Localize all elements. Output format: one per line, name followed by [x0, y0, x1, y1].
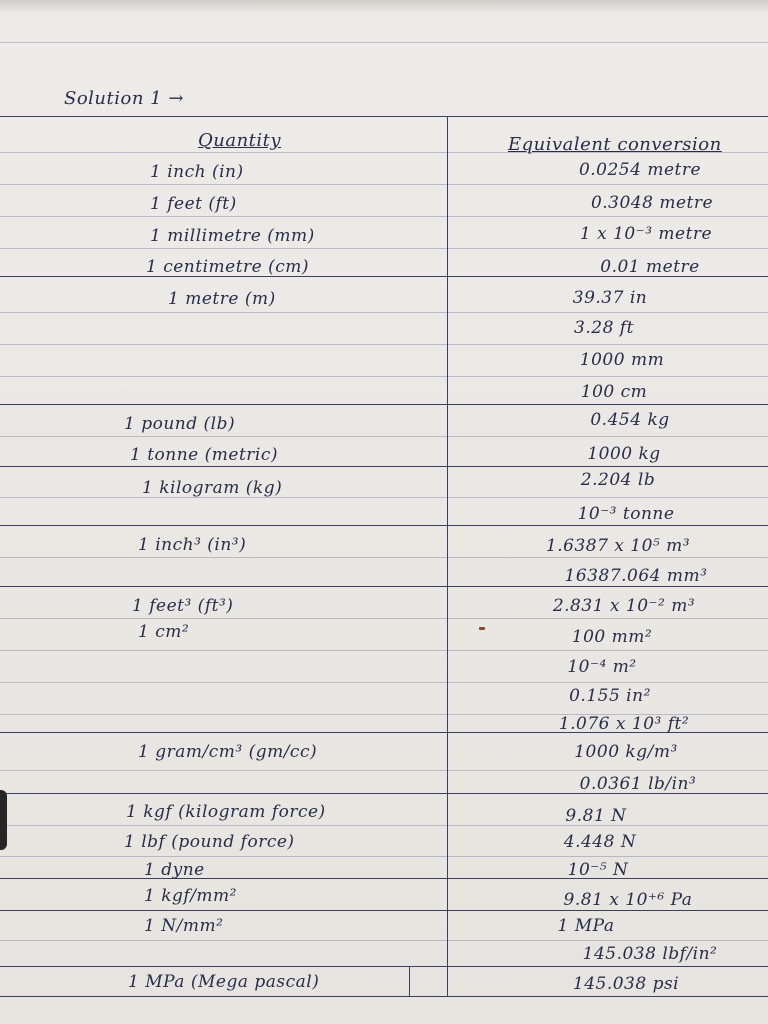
- conversion-cell: 3.28 ft: [574, 318, 634, 338]
- ruled-line: [0, 618, 768, 619]
- solution-title: Solution 1: [64, 88, 163, 109]
- quantity-cell: 1 lbf (pound force): [124, 832, 295, 852]
- quantity-cell: 1 kgf (kilogram force): [126, 802, 326, 822]
- quantity-cell: 1 gram/cm³ (gm/cc): [138, 742, 318, 762]
- conversion-cell: 1000 mm: [579, 350, 665, 370]
- conversion-cell: 1000 kg/m³: [574, 742, 678, 762]
- conversion-cell: 10⁻⁴ m²: [567, 657, 637, 677]
- conversion-cell: 2.831 x 10⁻² m³: [552, 596, 696, 616]
- conversion-cell: 100 cm: [580, 382, 648, 402]
- quantity-cell: 1 kilogram (kg): [142, 478, 283, 498]
- ruled-line: [0, 184, 768, 185]
- table-row-divider: [0, 878, 768, 879]
- ruled-line: [0, 42, 768, 43]
- ruled-line: [0, 682, 768, 683]
- conversion-cell: 145.038 psi: [572, 974, 680, 994]
- quantity-cell: 1 pound (lb): [124, 414, 236, 434]
- ruled-line: [0, 312, 768, 313]
- ruled-line: [0, 650, 768, 651]
- conversion-cell: 0.155 in²: [569, 686, 651, 706]
- conversion-cell: 145.038 lbf/in²: [582, 944, 718, 964]
- quantity-cell: 1 feet³ (ft³): [132, 596, 234, 616]
- table-row-divider: [0, 466, 768, 467]
- table-row-divider: [0, 404, 768, 405]
- page-top-shadow: [0, 0, 768, 14]
- conversion-cell: 100 mm²: [571, 627, 653, 647]
- conversion-cell: 0.0361 lb/in³: [579, 774, 697, 794]
- quantity-cell: 1 dyne: [144, 860, 205, 880]
- ruled-line: [0, 557, 768, 558]
- solution-heading: [64, 88, 184, 109]
- table-top-line: [0, 116, 768, 117]
- arrow-right-icon: →: [168, 88, 184, 109]
- quantity-cell: 1 kgf/mm²: [144, 886, 237, 906]
- table-row-divider: [0, 966, 768, 967]
- conversion-cell: 0.3048 metre: [590, 193, 714, 213]
- conversion-cell: 16387.064 mm³: [564, 566, 708, 586]
- ruled-line: [0, 216, 768, 217]
- ruled-line: [0, 344, 768, 345]
- conversion-cell: 1000 kg: [587, 444, 661, 464]
- quantity-cell: 1 MPa (Mega pascal): [128, 972, 320, 992]
- conversion-column-header: Equivalent conversion: [508, 134, 722, 155]
- table-column-divider: [409, 966, 410, 996]
- ruled-line: [0, 825, 768, 826]
- ruled-line: [0, 940, 768, 941]
- ruled-line: [0, 856, 768, 857]
- table-bottom-line: [0, 996, 768, 997]
- table-row-divider: [0, 586, 768, 587]
- quantity-cell: 1 tonne (metric): [130, 445, 279, 465]
- conversion-cell: 10⁻³ tonne: [577, 504, 675, 524]
- notebook-binding: [0, 790, 7, 850]
- ink-mark: [479, 627, 485, 630]
- quantity-cell: 1 inch³ (in³): [138, 535, 247, 555]
- quantity-column-header: Quantity: [198, 130, 282, 151]
- conversion-cell: 1 MPa: [557, 916, 615, 936]
- conversion-cell: 1.6387 x 10⁵ m³: [545, 536, 691, 556]
- quantity-cell: 1 metre (m): [168, 289, 276, 309]
- table-row-divider: [0, 910, 768, 911]
- quantity-cell: 1 feet (ft): [150, 194, 237, 214]
- table-row-divider: [0, 525, 768, 526]
- conversion-cell: 0.01 metre: [600, 257, 700, 277]
- ruled-line: [0, 376, 768, 377]
- conversion-cell: 0.0254 metre: [578, 160, 702, 180]
- ruled-line: [0, 497, 768, 498]
- quantity-cell: 1 centimetre (cm): [146, 257, 310, 277]
- conversion-cell: 2.204 lb: [580, 470, 656, 490]
- quantity-cell: 1 millimetre (mm): [150, 226, 315, 246]
- conversion-cell: 1 x 10⁻³ metre: [579, 224, 713, 244]
- conversion-cell: 9.81 N: [565, 806, 627, 826]
- conversion-cell: 10⁻⁵ N: [567, 860, 629, 880]
- ruled-line: [0, 770, 768, 771]
- table-column-divider: [447, 116, 448, 996]
- ruled-line: [0, 248, 768, 249]
- quantity-cell: 1 inch (in): [150, 162, 244, 182]
- quantity-cell: 1 N/mm²: [144, 916, 224, 936]
- conversion-cell: 4.448 N: [563, 832, 637, 852]
- conversion-cell: 1.076 x 10³ ft²: [558, 714, 690, 734]
- conversion-cell: 0.454 kg: [590, 410, 670, 430]
- ruled-line: [0, 436, 768, 437]
- conversion-cell: 9.81 x 10⁺⁶ Pa: [563, 890, 693, 910]
- conversion-cell: 39.37 in: [572, 288, 648, 308]
- quantity-cell: 1 cm²: [138, 622, 190, 642]
